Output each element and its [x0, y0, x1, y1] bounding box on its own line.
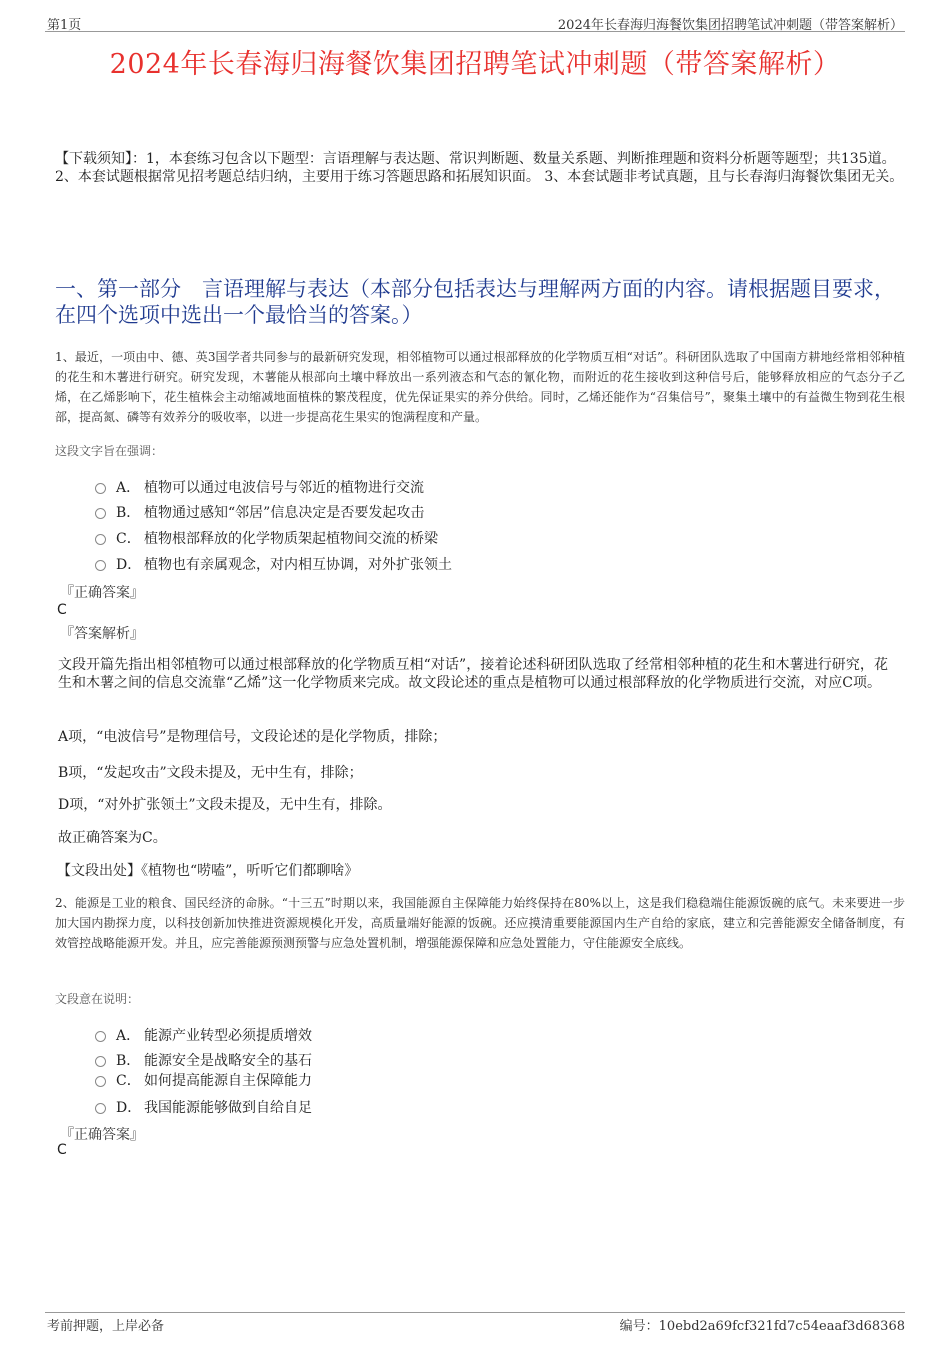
download-notice: 【下载须知】：1，本套练习包含以下题型：言语理解与表达题、常识判断题、数量关系题、判断推理题和资料分析题等题型；共135道。 2、本套试题根据常见招考题总结归纳，主要用于练习答题思路和拓展知识面。 3、本套试题非考试真题，且与长春海归海餐饮集团无关。 — [55, 151, 904, 185]
analysis-text: 文段开篇先指出相邻植物可以通过根部释放的化学物质互相“对话”，接着论述科研团队选取了经常相邻种植的花生和木薯进行研究，花生和木薯之间的信息交流靠“乙烯”这一化学物质来完成。故文段论述的重点是植物可以通过根部释放的化学物质进行交流，对应C项。 — [58, 657, 888, 691]
header-doc-title: 2024年长春海归海餐饮集团招聘笔试冲刺题（带答案解析） — [557, 18, 903, 33]
radio-icon[interactable] — [95, 1031, 106, 1042]
radio-icon[interactable] — [95, 1056, 106, 1067]
option-letter: C． — [116, 531, 141, 547]
question-2-option-a[interactable] — [95, 1025, 312, 1045]
option-letter: A． — [116, 1028, 141, 1044]
analysis-label: 『答案解析』 — [60, 626, 144, 642]
footer-document-id: 编号：10ebd2a69fcf321fd7c54eaaf3d68368 — [619, 1319, 905, 1334]
correct-answer-value: C — [57, 1142, 67, 1158]
question-2-prompt: 文段意在说明： — [55, 992, 140, 1006]
radio-icon[interactable] — [95, 1103, 106, 1114]
page-number: 第1页 — [47, 18, 82, 33]
question-2-text: 2、能源是工业的粮食、国民经济的命脉。“十三五”时期以来，我国能源自主保障能力始终保持在80%以上，这是我们稳稳端住能源饭碗的底气。未来要进一步加大国内勘探力度，以科技创新加快推进资源规模化开发，高质量端好能源的饭碗。还应摸清重要能源国内生产自给的家底，建立和完善能源安全储备制度，有效管控战略能源开发。并且，应完善能源预测预警与应急处置机制，增强能源保障和应急处置能力，守住能源安全底线。 — [55, 896, 905, 950]
option-text: 能源产业转型必须提质增效 — [144, 1028, 312, 1044]
page-title: 2024年长春海归海餐饮集团招聘笔试冲刺题（带答案解析） — [109, 49, 841, 80]
option-text: 我国能源能够做到自给自足 — [144, 1100, 312, 1116]
question-1-text: 1、最近，一项由中、德、英3国学者共同参与的最新研究发现，相邻植物可以通过根部释放的化学物质互相“对话”。科研团队选取了中国南方耕地经常相邻种植的花生和木薯进行研究。研究发现，木薯能从根部向土壤中释放出一系列液态和气态的氰化物，而附近的花生接收到这种信号后，能够释放相应的气态分子乙烯，在乙烯影响下，花生植株会主动缩减地面植株的繁茂程度，优先保证果实的养分供给。同时，乙烯还能作为“召集信号”，聚集土壤中的有益微生物到花生根部，提高氮、磷等有效养分的吸收率，以进一步提高花生果实的饱满程度和产量。 — [55, 350, 905, 424]
option-text: 植物通过感知“邻居”信息决定是否要发起攻击 — [144, 505, 425, 521]
radio-icon[interactable] — [95, 560, 106, 571]
question-1-prompt: 这段文字旨在强调： — [55, 444, 164, 458]
radio-icon[interactable] — [95, 534, 106, 545]
question-2-option-b[interactable] — [95, 1050, 312, 1070]
option-letter: B． — [116, 1053, 141, 1069]
radio-icon[interactable] — [95, 508, 106, 519]
text-source: 【文段出处】《植物也“唠嗑”，听听它们都聊啥》 — [57, 863, 359, 879]
option-letter: A． — [116, 480, 141, 496]
radio-icon[interactable] — [95, 483, 106, 494]
header-divider — [45, 31, 905, 32]
question-2-option-d[interactable] — [95, 1097, 312, 1117]
question-2-option-c[interactable] — [95, 1070, 312, 1090]
option-letter: D． — [116, 557, 142, 573]
question-1-option-d[interactable] — [95, 554, 452, 574]
footer-divider — [45, 1312, 905, 1313]
analysis-note-a: A项，“电波信号”是物理信号，文段论述的是化学物质，排除； — [58, 729, 447, 745]
option-text: 植物根部释放的化学物质架起植物间交流的桥梁 — [144, 531, 438, 547]
question-1-option-b[interactable] — [95, 502, 424, 522]
correct-answer-value: C — [57, 602, 67, 618]
option-letter: D． — [116, 1100, 142, 1116]
correct-answer-label: 『正确答案』 — [60, 585, 144, 601]
option-text: 植物可以通过电波信号与邻近的植物进行交流 — [144, 480, 424, 496]
analysis-note-d: D项，“对外扩张领土”文段未提及，无中生有，排除。 — [58, 797, 392, 813]
correct-answer-label: 『正确答案』 — [60, 1127, 144, 1143]
analysis-conclusion: 故正确答案为C。 — [58, 830, 167, 846]
option-letter: B． — [116, 505, 141, 521]
option-letter: C． — [116, 1073, 141, 1089]
analysis-note-b: B项，“发起攻击”文段未提及，无中生有，排除； — [58, 765, 363, 781]
section-heading: 一、第一部分 言语理解与表达（本部分包括表达与理解两方面的内容。请根据题目要求，在四个选项中选出一个最恰当的答案。） — [55, 277, 895, 327]
radio-icon[interactable] — [95, 1076, 106, 1087]
option-text: 能源安全是战略安全的基石 — [144, 1053, 312, 1069]
footer-slogan: 考前押题，上岸必备 — [47, 1319, 165, 1334]
option-text: 如何提高能源自主保障能力 — [144, 1073, 312, 1089]
option-text: 植物也有亲属观念，对内相互协调，对外扩张领土 — [144, 557, 452, 573]
question-1-option-c[interactable] — [95, 528, 438, 548]
question-1-option-a[interactable] — [95, 477, 424, 497]
